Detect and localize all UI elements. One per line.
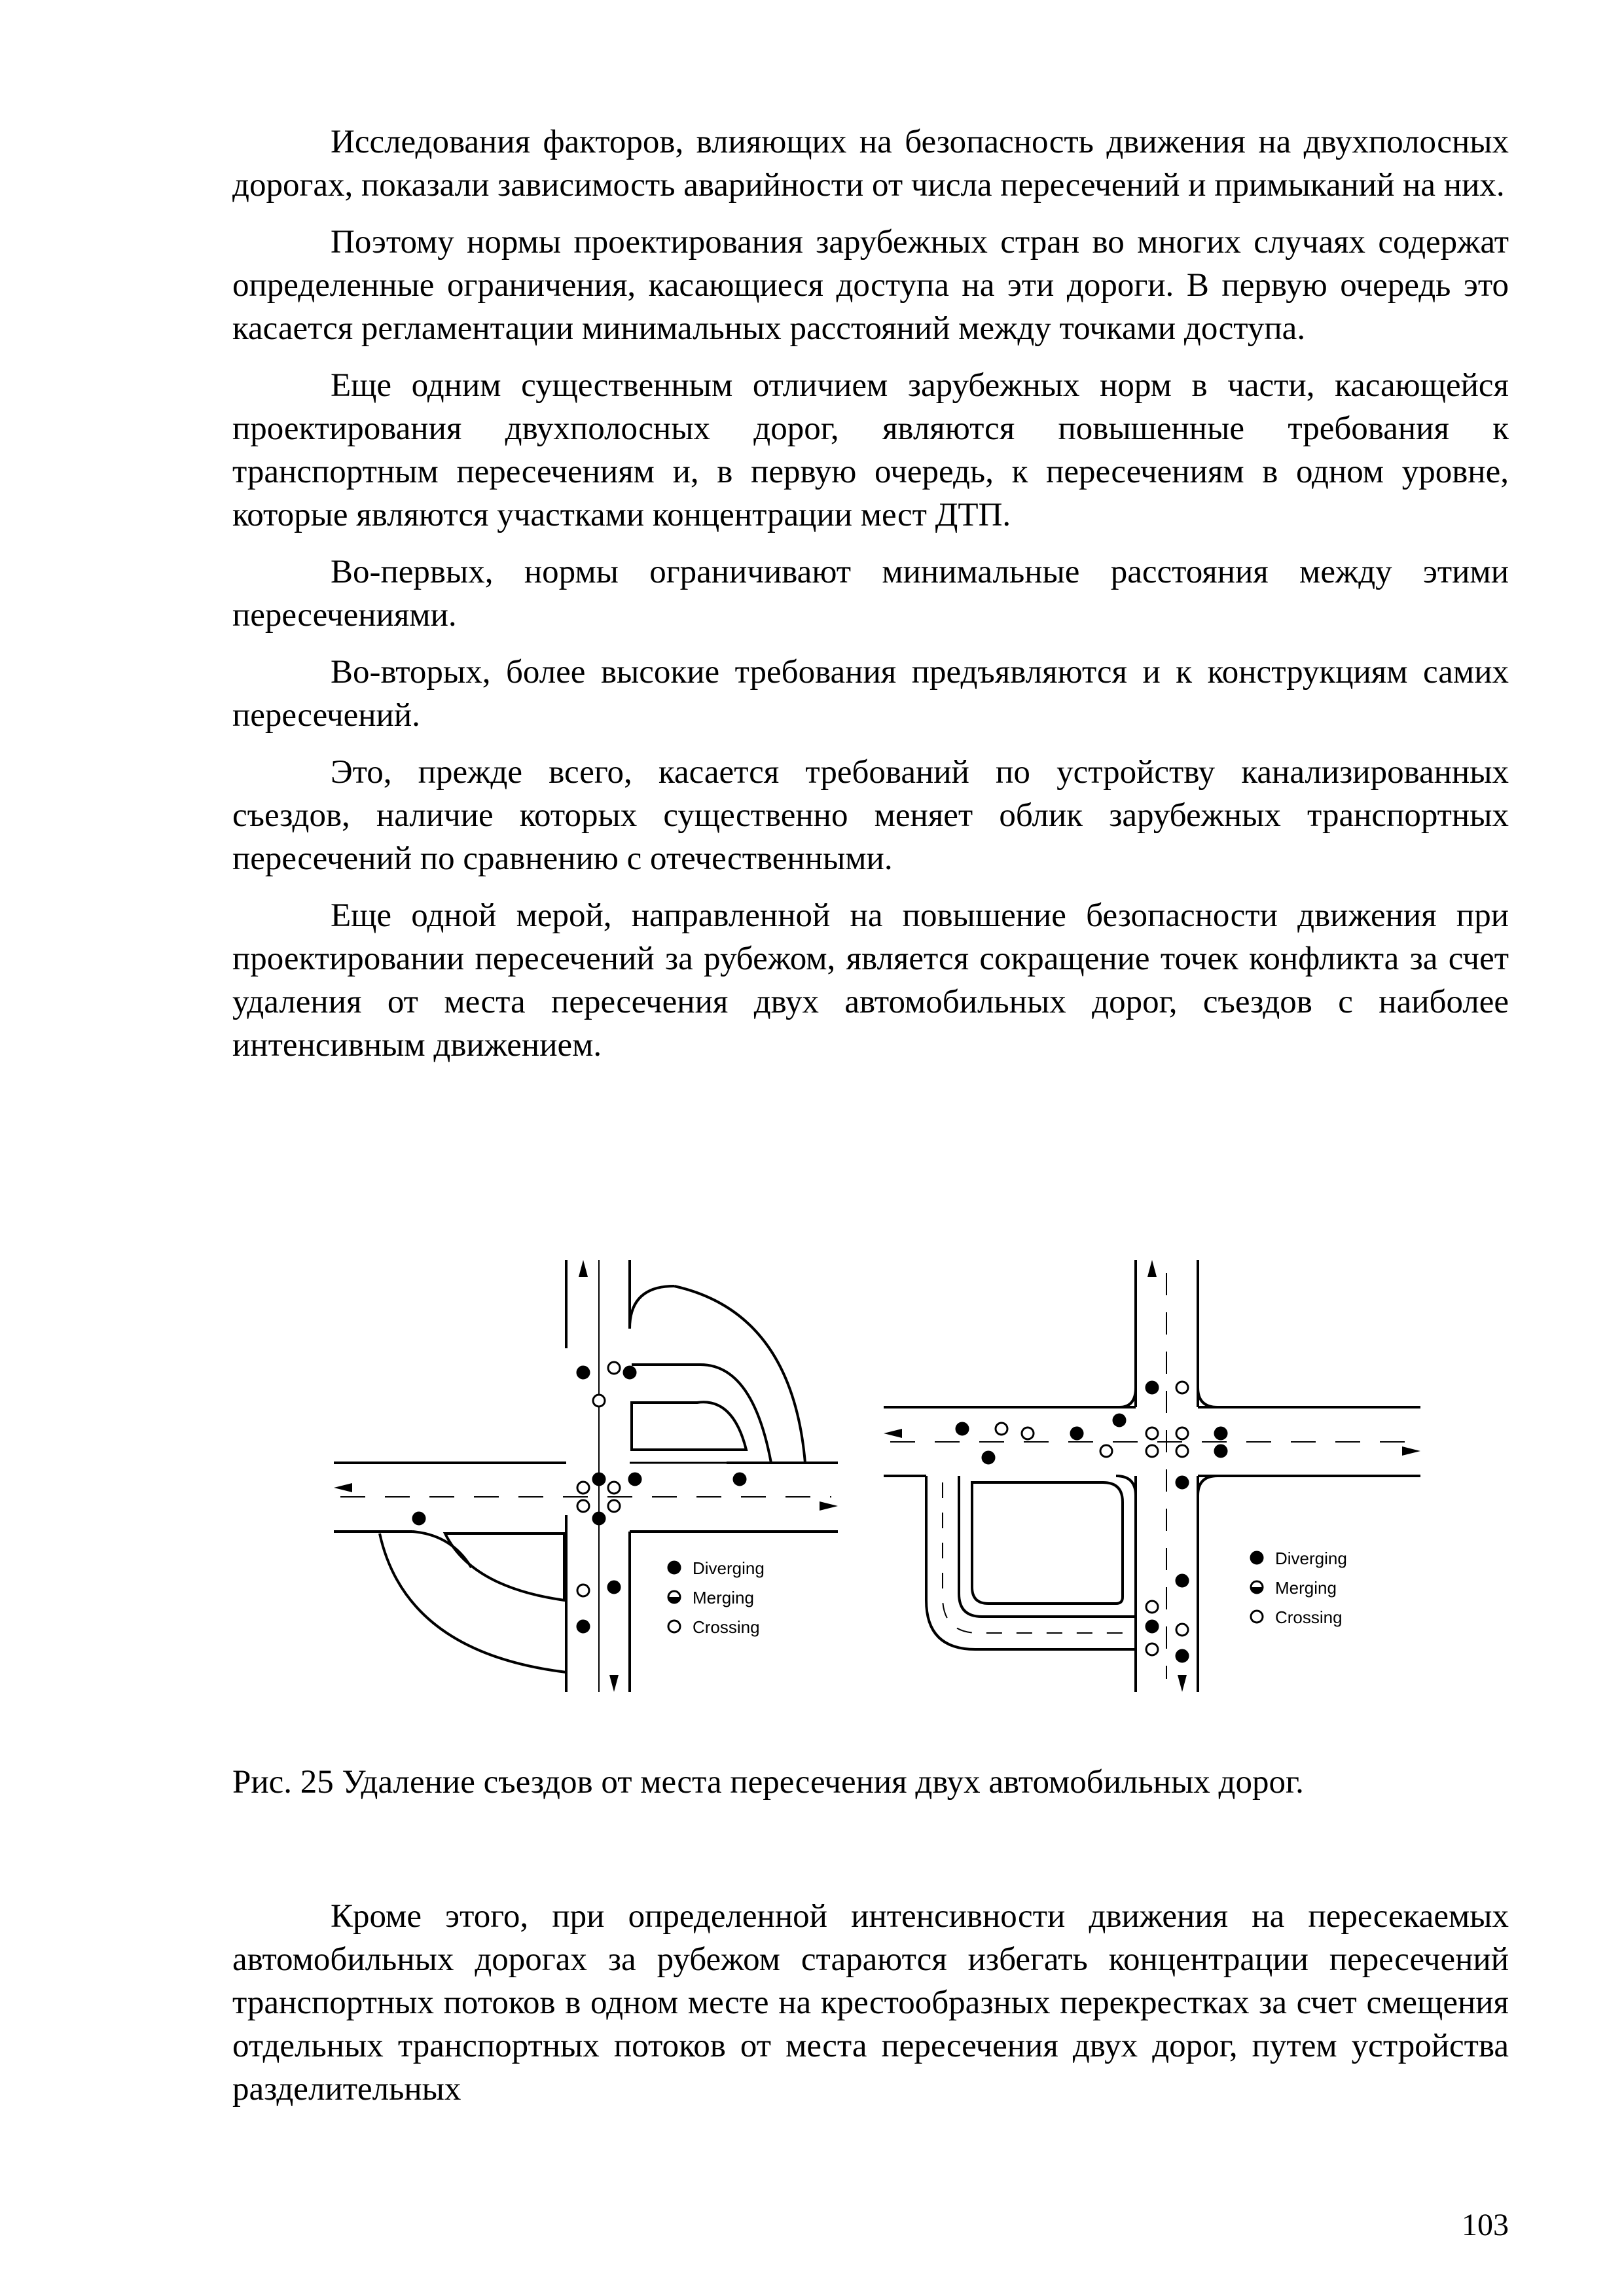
paragraph-8: Кроме этого, при определенной интенсивности движения на пересекаемых автомобильных дорогах за рубежом стараются избегать концентрации пересечений транспортных потоков в одном месте на крестообразных перекрестках за счет смещения отдельных транспортных потоков от места пересечения двух дорог, путем устройства разделительных [232,1898,1509,2108]
diverging-symbol-right [1251,1552,1263,1564]
paragraph-1: Исследования факторов, влияющих на безопасность движения на двухполосных дорогах, показали зависимость аварийности от числа пересечений и примыканий на них. [232,124,1509,204]
body-text-bottom [232,1895,1509,2125]
legend-left-diverging: Diverging [693,1558,765,1578]
right-conflict-points [956,1382,1227,1662]
legend-right-diverging: Diverging [1275,1549,1347,1568]
legend-left-crossing: Crossing [693,1617,760,1637]
legend-right-crossing: Crossing [1275,1607,1343,1627]
paragraph-3: Еще одним существенным отличием зарубежных норм в части, касающейся проектирования двухполосных дорог, являются повышенные требования к транспортным пересечениям и, в первую очередь, к пересечениям в одном уровне, которые являются участками концентрации мест ДТП. [232,367,1509,533]
paragraph-4: Во-первых, нормы ограничивают минимальные расстояния между этими пересечениями. [232,554,1509,634]
crossing-symbol-left [668,1621,680,1632]
page-number: 103 [1462,2208,1509,2242]
paragraph-5: Во-вторых, более высокие требования предъявляются и к конструкциям самих пересечений. [232,654,1509,734]
figure-caption: Рис. 25 Удаление съездов от места пересечения двух автомобильных дорог. [232,1764,1304,1801]
legend-left-merging: Merging [693,1588,754,1607]
paragraph-2: Поэтому нормы проектирования зарубежных стран во многих случаях содержат определенные ограничения, касающиеся доступа на эти дороги. В первую очередь это касается регламентации минимальных расстояний между точками доступа. [232,224,1509,347]
paragraph-6: Это, прежде всего, касается требований по устройству канализированных съездов, наличие которых существенно меняет облик зарубежных транспортных пересечений по сравнению с отечественными. [232,754,1509,877]
crossing-symbol-right [1251,1611,1263,1623]
intersection-diagrams [334,1260,1420,1692]
intersection-figure [334,1260,1420,1692]
diverging-symbol-left [668,1562,680,1573]
legend-right-merging: Merging [1275,1578,1337,1598]
left-legend [668,1558,765,1637]
paragraph-7: Еще одной мерой, направленной на повышение безопасности движения при проектировании пересечений за рубежом, является сокращение точек конфликта за счет удаления от места пересечения двух автомобильных дорог, съездов с наиболее интенсивным движением. [232,897,1509,1064]
right-legend [1251,1549,1347,1627]
body-text-top [232,120,1509,1081]
